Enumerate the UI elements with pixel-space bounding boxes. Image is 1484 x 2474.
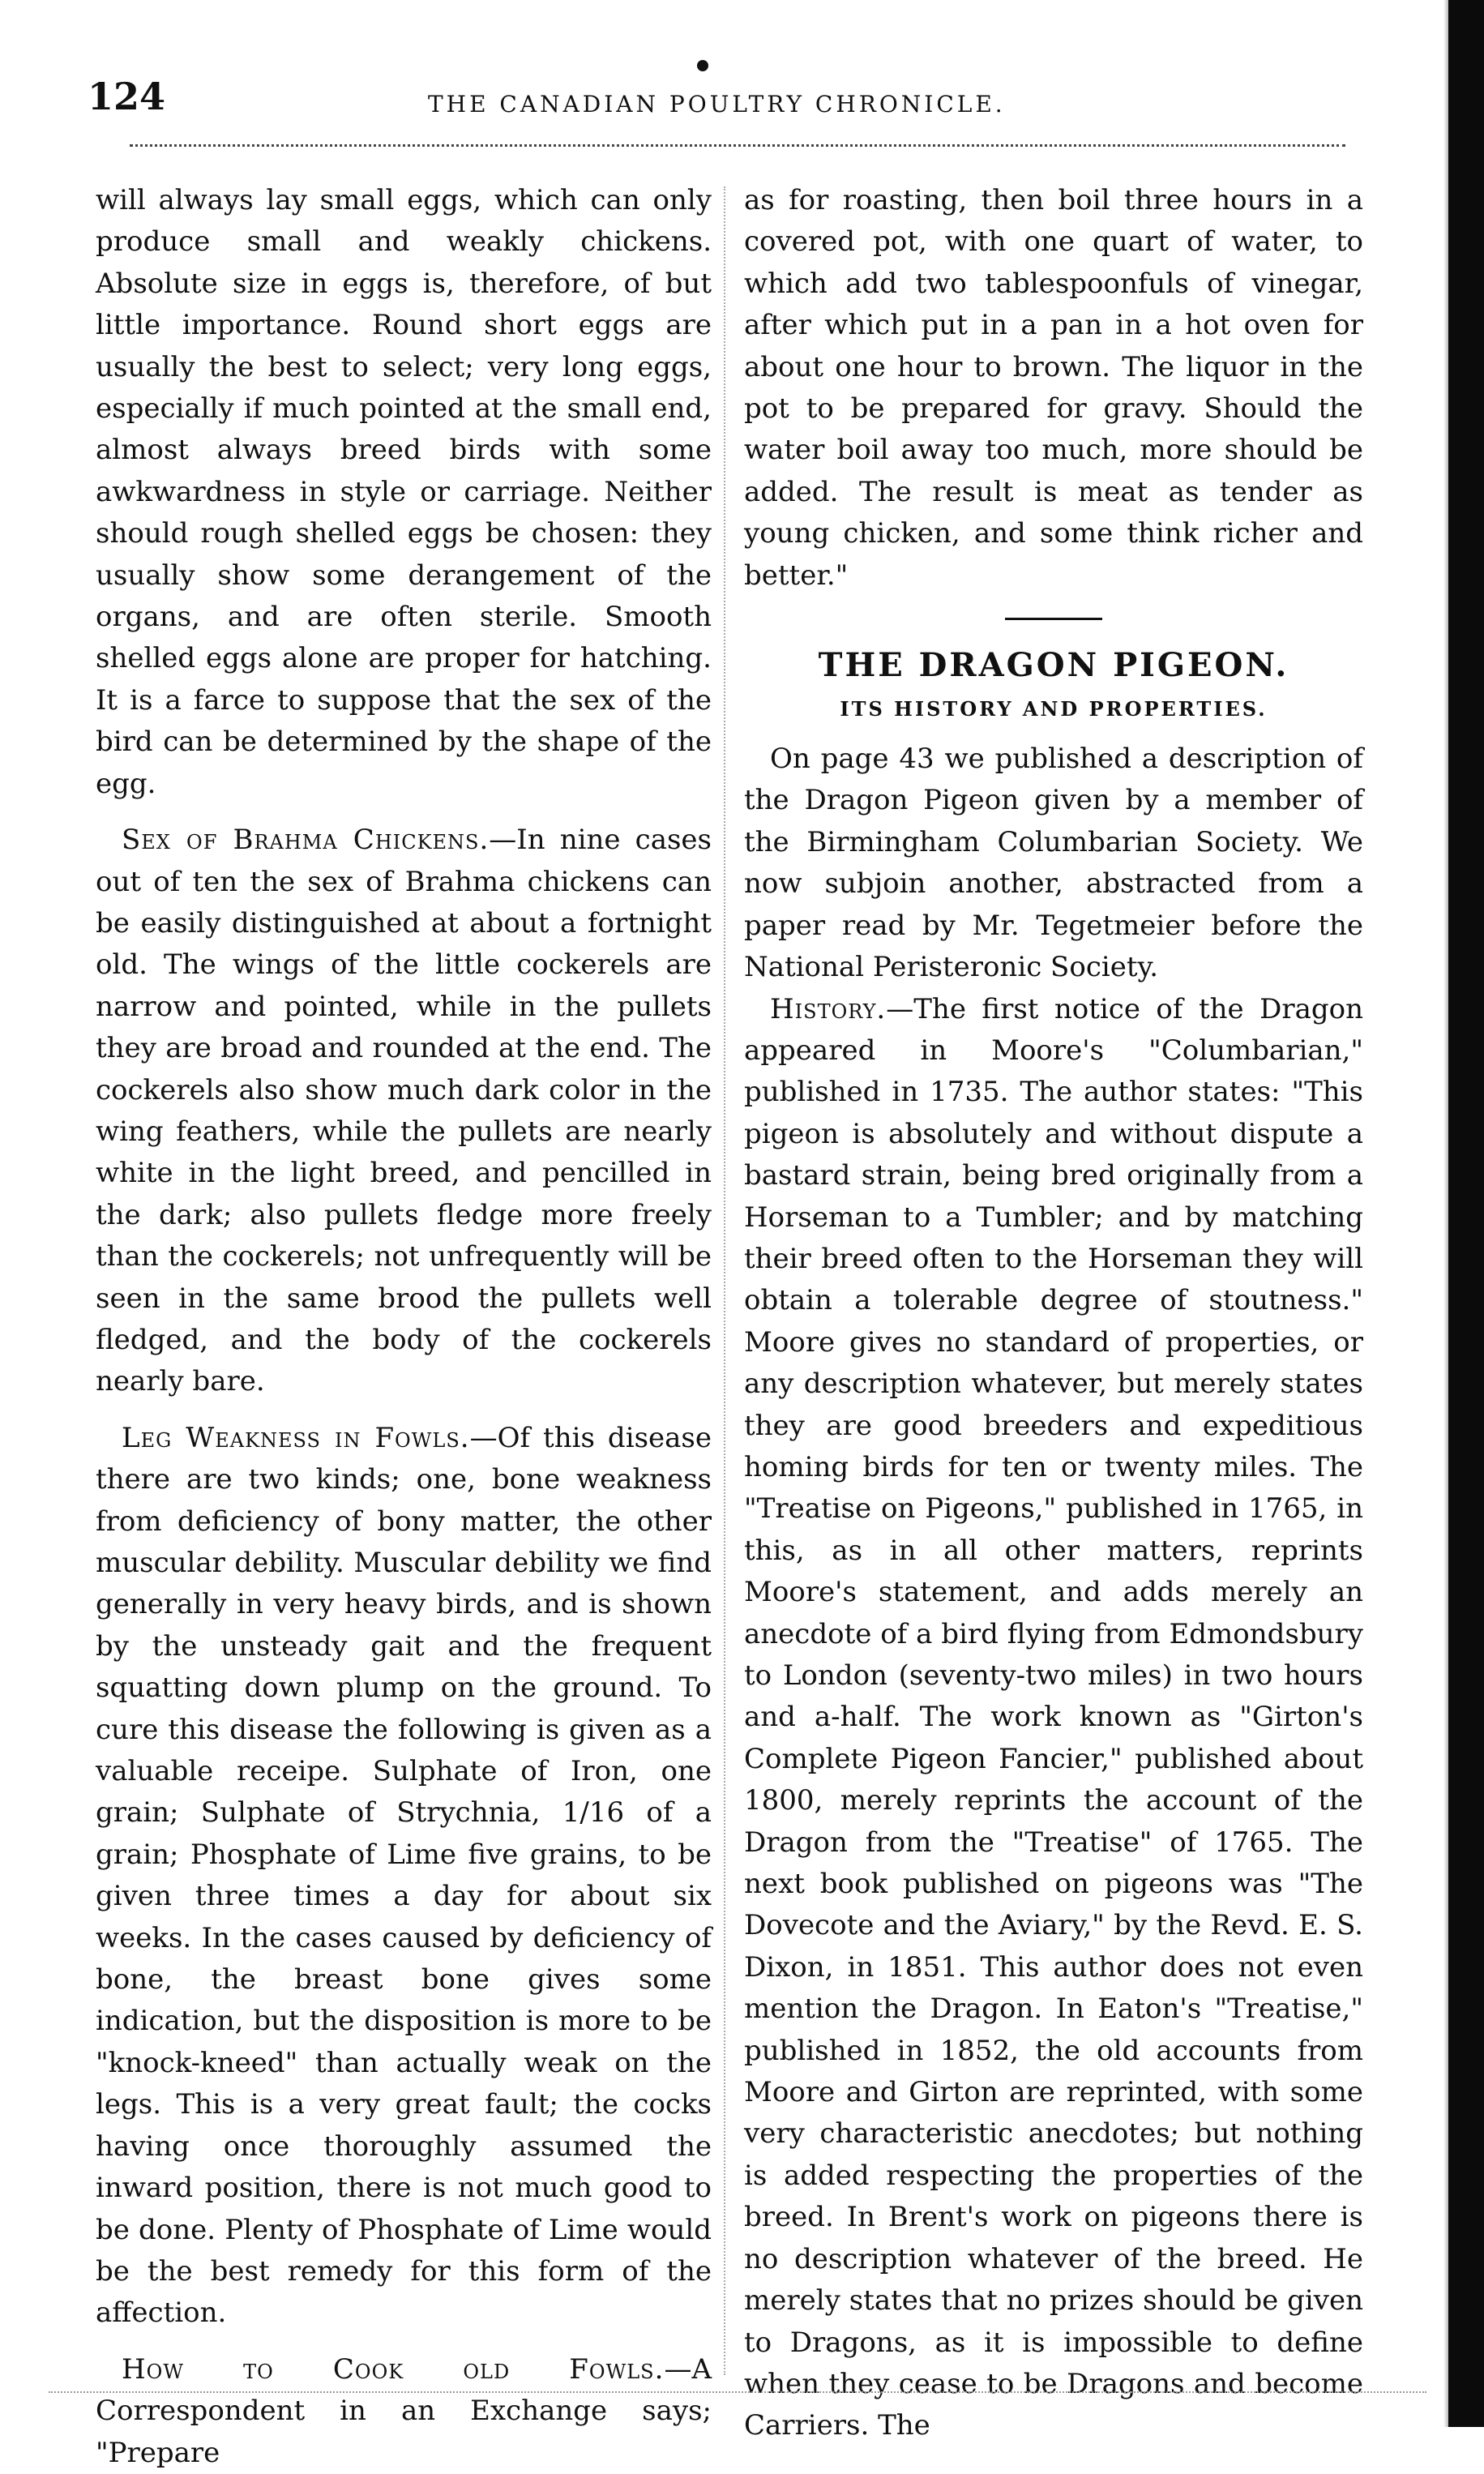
running-head: THE CANADIAN POULTRY CHRONICLE. (428, 91, 1006, 118)
cook-old-fowls-body: —A Correspondent in an Exchange says; "Prepare (96, 2352, 712, 2469)
history-paragraph (744, 989, 1363, 2447)
page-header (88, 75, 1352, 131)
cook-old-fowls-heading: How to Cook old Fowls. (122, 2352, 665, 2386)
dragon-intro-paragraph: On page 43 we published a description of the Dragon Pigeon given by a member of the Birmingham Columbarian Society. We now subjoin another, abstracted from a paper read by Mr. Tegetmeier before the National Peristeronic Society. (744, 743, 1363, 984)
sex-of-brahma-heading: Sex of Brahma Chickens. (122, 824, 490, 857)
page-number: 124 (88, 75, 166, 118)
leg-weakness-body: —Of this disease there are two kinds; one, bone weakness from deficiency of bony matter, the other muscular debility. Muscular debility we find generally in very heavy birds, and is shown by the unsteady gait and the frequent squatting down plump on the ground. To cure this disease the following is given as a valuable receipe. Sulphate of Iron, one grain; Sulphate of Strychnia, 1/16 of a grain; Phosphate of Lime five grains, to be given three times a day for about six weeks. In the cases caused by deficiency of bone, the breast bone gives some indication, but the disposition is more to be "knock-kneed" than actually weak on the legs. This is a very great fault; the cocks having once thoroughly assumed the inward position, there is not much good to be done. Plenty of Phosphate of Lime would be the best remedy for this form of the affection. (96, 1421, 712, 2330)
right-column (744, 180, 1363, 2447)
article-subtitle: ITS HISTORY AND PROPERTIES. (840, 697, 1268, 721)
sex-of-brahma-paragraph (96, 820, 712, 1403)
section-rule (1005, 618, 1102, 620)
column-divider (724, 186, 725, 2375)
leg-weakness-paragraph (96, 1418, 712, 2335)
history-body: —The first notice of the Dragon appeared in Moore's "Columbarian," published in 1735. The author states: "This pigeon is absolutely and without dispute a bastard strain, being bred originally from a Horseman to a Tumbler; and by matching their breed often to the Horseman they will obtain a tolerable degree of stoutness." Moore gives no standard of properties, or any description whatever, but merely states they are good breeders and expeditious homing birds for ten or twenty miles. The "Treatise on Pigeons," published in 1765, in this, as in all other matters, reprints Moore's statement, and adds merely an anecdote of a bird flying from Edmondsbury to London (seventy-two miles) in two hours and a-half. The work known as "Girton's Complete Pigeon Fancier," published about 1800, merely reprints the account of the Dragon from the "Treatise" of 1765. The next book published on pigeons was "The Dovecote and the Aviary," by the Revd. E. S. Dixon, in 1851. This author does not even mention the Dragon. In Eaton's "Treatise," published in 1852, the old accounts from Moore and Girton are reprinted, with some very characteristic anecdotes; but nothing is added respecting the properties of the breed. In Brent's work on pigeons there is no description whatever of the breed. He merely states that no prizes should be given to Dragons, as it is impossible to define when they cease to be Dragons and become Carriers. The (744, 992, 1363, 2442)
history-heading: History. (770, 992, 887, 1025)
bottom-scan-noise-rule (49, 2391, 1426, 2393)
scan-binding-edge (1448, 0, 1484, 2427)
leg-weakness-heading: Leg Weakness in Fowls. (122, 1421, 470, 1454)
sex-of-brahma-body: —In nine cases out of ten the sex of Brahma chickens can be easily distinguished at about a fortnight old. The wings of the little cockerels are narrow and pointed, while in the pullets they are broad and rounded at the end. The cockerels also show much dark color in the wing feathers, while the pullets are nearly white in the light breed, and pencilled in the dark; also pullets fledge more freely than the cockerels; not unfrequently will be seen in the same brood the pullets well fledged, and the body of the cockerels nearly bare. (96, 824, 712, 1398)
egg-selection-paragraph: will always lay small eggs, which can only produce small and weakly chickens. Absolute size in eggs is, therefore, of but little importance. Round short eggs are usually the best to select; very long eggs, especially if much pointed at the small end, almost always breed birds with some awkwardness in style or carriage. Neither should rough shelled eggs be chosen: they usually show some derangement of the organs, and are often sterile. Smooth shelled eggs alone are proper for hatching. It is a farce to suppose that the sex of the bird can be determined by the shape of the egg. (96, 184, 712, 800)
header-rule (130, 144, 1345, 147)
article-title: THE DRAGON PIGEON. (818, 646, 1289, 685)
cook-old-fowls-paragraph (96, 2349, 712, 2474)
left-column (96, 180, 712, 2474)
cook-old-fowls-continuation: as for roasting, then boil three hours in a covered pot, with one quart of water, to which add two tablespoonfuls of vinegar, after which put in a pan in a hot oven for about one hour to brown. The liquor in the pot to be prepared for gravy. Should the water boil away too much, more should be added. The result is meat as tender as young chicken, and some think richer and better." (744, 184, 1363, 592)
header-ornament-dot (697, 60, 708, 71)
